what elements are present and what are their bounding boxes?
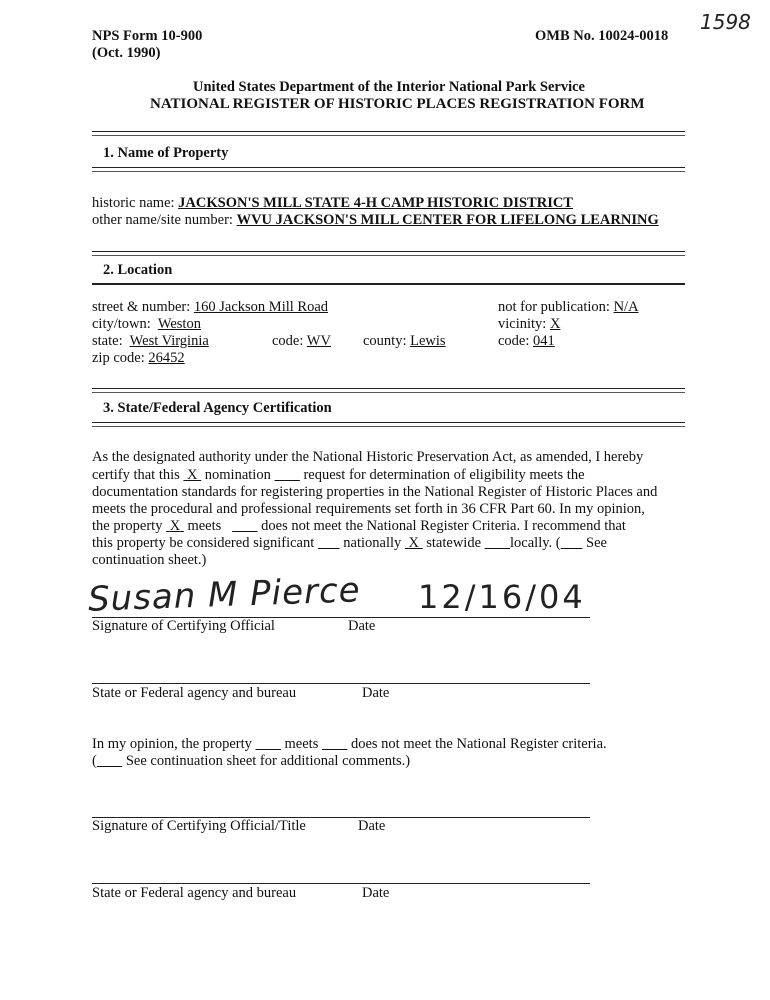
cert-text: See: [586, 535, 607, 551]
signature-label: Signature of Certifying Official: [92, 618, 275, 634]
statewide-mark: X: [408, 535, 420, 551]
opinion-text: See continuation sheet for additional comments.): [125, 753, 411, 769]
city-label: city/town:: [92, 316, 151, 332]
county-code-row: [498, 333, 555, 350]
section-3-heading: 3. State/Federal Agency Certification: [103, 400, 332, 416]
state-label: state:: [92, 333, 123, 349]
nfp-value: N/A: [613, 299, 639, 315]
divider: [92, 135, 685, 136]
blank: [485, 535, 510, 551]
vicinity-label: vicinity:: [498, 316, 547, 332]
blank: [561, 535, 583, 551]
form-number: NPS Form 10-900: [92, 28, 203, 44]
cert-line-4: meets the procedural and professional requirements set forth in 36 CFR Part 60. In my opinion,: [92, 501, 645, 517]
cert-line-6: [92, 535, 607, 552]
cert-text: does not meet the National Register Criteria. I recommend that: [261, 518, 626, 534]
street-label: street & number:: [92, 299, 191, 315]
agency-line-2: [92, 883, 590, 884]
vicinity-value: X: [549, 316, 561, 332]
page-number: 1598: [700, 10, 751, 34]
blank: [318, 535, 340, 551]
cert-text: request for determination of eligibility meets the: [303, 467, 585, 483]
signature-2-label: Signature of Certifying Official/Title: [92, 818, 306, 834]
nomination-mark: X: [187, 467, 198, 483]
omb-number: OMB No. 10024-0018: [535, 28, 669, 44]
divider: [92, 392, 685, 393]
divider: [92, 426, 685, 427]
historic-name-label: historic name:: [92, 195, 175, 211]
state-row: [92, 333, 209, 350]
state-code-label: code:: [272, 333, 304, 349]
divider: [92, 171, 685, 172]
handwritten-date: 12/16/04: [418, 578, 586, 616]
opinion-text: In my opinion, the property: [92, 736, 252, 752]
state-code-row: [272, 333, 331, 350]
county-row: [363, 333, 446, 350]
meets-mark: X: [169, 518, 181, 534]
cert-text: the property: [92, 518, 163, 534]
divider: [92, 251, 685, 252]
other-name-label: other name/site number:: [92, 212, 233, 228]
street-value: 160 Jackson Mill Road: [193, 299, 329, 315]
cert-line-5: [92, 518, 626, 535]
street-row: [92, 299, 328, 316]
county-code-value: 041: [533, 333, 555, 349]
cert-line-7: continuation sheet.): [92, 552, 207, 568]
cert-text: this property be considered significant: [92, 535, 315, 551]
form-date: (Oct. 1990): [92, 45, 161, 61]
divider: [92, 131, 685, 132]
blank: [232, 518, 257, 534]
historic-name-row: [92, 195, 573, 212]
zip-value: 26452: [148, 350, 185, 366]
cert-text: nationally: [343, 535, 402, 551]
blank: [256, 736, 281, 752]
cert-text: locally. (: [510, 535, 561, 551]
blank: [322, 736, 347, 752]
vicinity-row: [498, 316, 560, 333]
state-code-value: WV: [306, 333, 331, 349]
blank: [274, 467, 299, 483]
agency-date-label: Date: [362, 685, 390, 701]
county-label: county:: [363, 333, 407, 349]
city-value: Weston: [157, 316, 201, 332]
signature-date-label: Date: [348, 618, 376, 634]
divider: [92, 283, 685, 285]
agency-title: United States Department of the Interior National Park Service: [193, 79, 585, 95]
cert-line-3: documentation standards for registering properties in the National Register of Historic Places and: [92, 484, 658, 500]
divider: [92, 422, 685, 423]
opinion-line-1: [92, 736, 607, 753]
zip-label: zip code:: [92, 350, 145, 366]
cert-text: certify that this: [92, 467, 180, 483]
section-1-heading: 1. Name of Property: [103, 145, 229, 161]
historic-name-value: JACKSON'S MILL STATE 4-H CAMP HISTORIC DISTRICT: [178, 195, 573, 211]
other-name-row: [92, 212, 659, 229]
county-code-label: code:: [498, 333, 530, 349]
state-value: West Virginia: [129, 333, 209, 349]
zip-row: [92, 350, 185, 367]
cert-line-2: [92, 467, 585, 484]
cert-text: statewide: [426, 535, 482, 551]
blank: [97, 753, 122, 769]
agency-label: State or Federal agency and bureau: [92, 685, 297, 701]
opinion-text: meets: [284, 736, 319, 752]
section-2-heading: 2. Location: [103, 262, 173, 278]
divider: [92, 255, 685, 256]
cert-text: nomination: [204, 467, 271, 483]
form-title: NATIONAL REGISTER OF HISTORIC PLACES REGISTRATION FORM: [150, 96, 645, 112]
agency-2-label: State or Federal agency and bureau: [92, 885, 297, 901]
agency-2-date-label: Date: [362, 885, 390, 901]
divider: [92, 388, 685, 389]
agency-line: [92, 683, 590, 684]
cert-line-1: As the designated authority under the National Historic Preservation Act, as amended, I hereby: [92, 449, 644, 465]
opinion-line-2: [92, 753, 410, 770]
opinion-text: (: [92, 753, 97, 769]
nfp-row: [498, 299, 639, 316]
other-name-value: WVU JACKSON'S MILL CENTER FOR LIFELONG LEARNING: [236, 212, 659, 228]
county-value: Lewis: [410, 333, 446, 349]
nfp-label: not for publication:: [498, 299, 610, 315]
opinion-text: does not meet the National Register criteria.: [350, 736, 607, 752]
cert-text: meets: [187, 518, 222, 534]
signature-2-date-label: Date: [358, 818, 386, 834]
city-row: [92, 316, 201, 333]
handwritten-signature: Susan M Pierce: [87, 570, 362, 620]
divider: [92, 167, 685, 168]
